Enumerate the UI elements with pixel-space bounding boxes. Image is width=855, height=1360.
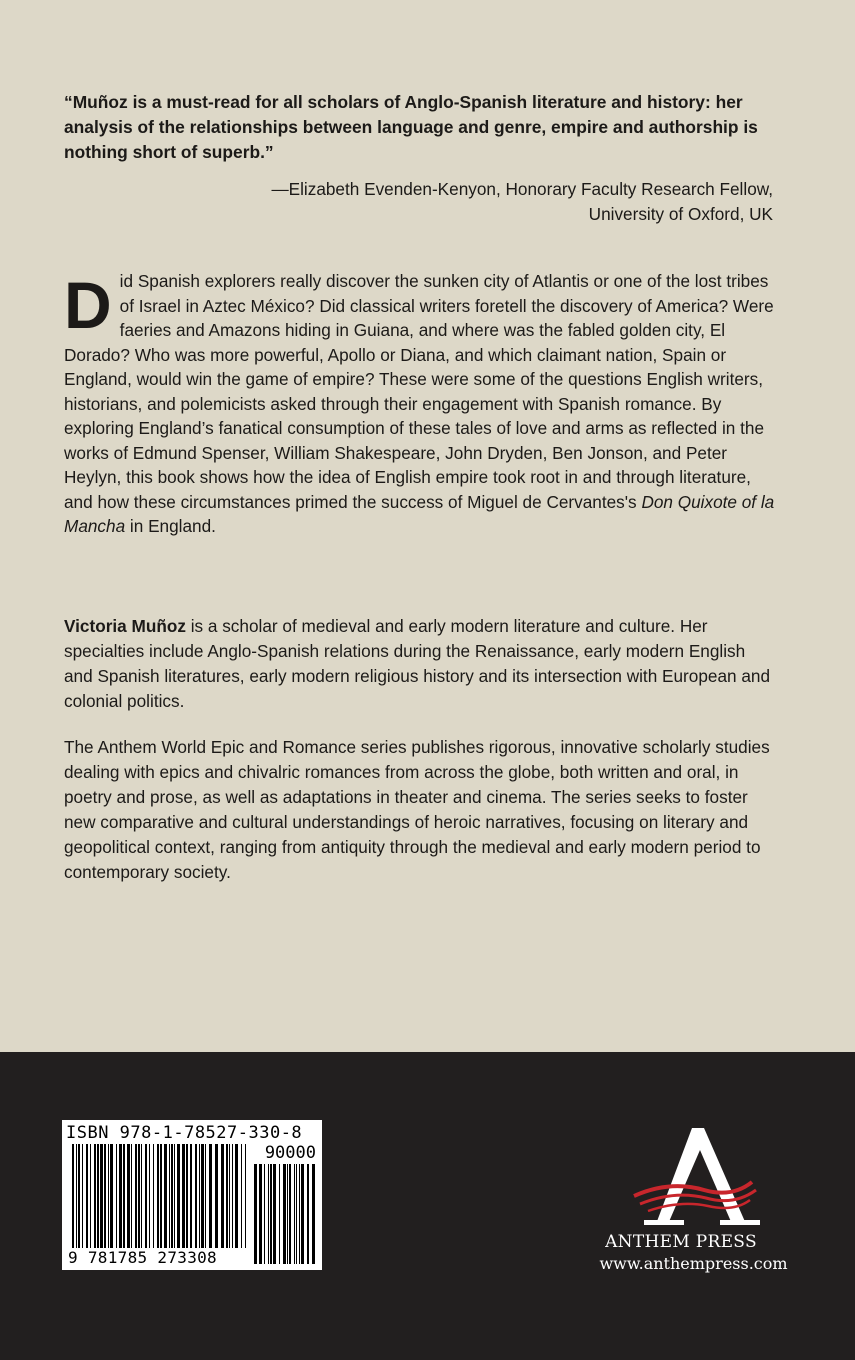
ean-digits: 9 781785 273308 bbox=[68, 1248, 217, 1267]
author-bio bbox=[64, 614, 776, 714]
attribution-line-2: University of Oxford, UK bbox=[588, 204, 773, 224]
description-body: id Spanish explorers really discover the sunken city of Atlantis or one of the lost tribes of Israel in Aztec México? Did classical writers foretell the discovery of America? Were faeries and Amazons hiding in Guiana, and where was the fabled golden city, El Dorado? Who was more powerful, Apollo or Diana, and which claimant nation, Spain or England, would win the game of empire? These were some of the questions English writers, historians, and polemicists asked through their engagement with Spanish romance. By exploring England’s fanatical consumption of these tales of love and arms as reflected in the works of Edmund Spenser, William Shakespeare, John Dryden, Ben Jonson, and Peter Heylyn, this book shows how the idea of English empire took root in and through literature, and how these circumstances primed the success of Miguel de Cervantes's bbox=[64, 271, 774, 512]
attribution-line-1: —Elizabeth Evenden-Kenyon, Honorary Faculty Research Fellow, bbox=[271, 179, 773, 199]
quote-attribution bbox=[133, 177, 773, 227]
book-title-italic: Don Quixote of la Mancha bbox=[64, 491, 775, 536]
price-code: 90000 bbox=[264, 1143, 316, 1163]
drop-cap: D bbox=[64, 268, 112, 342]
series-blurb: The Anthem World Epic and Romance series publishes rigorous, innovative scholarly studies dealing with epics and chivalric romances from across the globe, both written and oral, in poetry and prose, as well as adaptations in theater and cinema. The series seeks to foster new comparative and cultural understandings of heroic narratives, focusing on literary and geopolitical context, ranging from antiquity through the medieval and early modern period to contemporary society. bbox=[64, 737, 770, 882]
isbn-barcode bbox=[62, 1120, 322, 1270]
author-name: Victoria Muñoz bbox=[64, 616, 186, 636]
description-ending: in England. bbox=[125, 516, 216, 536]
isbn-label: ISBN 978-1-78527-330-8 bbox=[66, 1123, 303, 1143]
author-bio-text: is a scholar of medieval and early modern literature and culture. Her specialties include Anglo-Spanish relations during the Renaissance, early modern English and Spanish literatures, early modern religious history and its intersection with European and colonial politics. bbox=[64, 616, 771, 711]
publisher-name: ANTHEM PRESS bbox=[605, 1232, 757, 1252]
publisher-url: www.anthempress.com bbox=[599, 1254, 788, 1273]
review-quote: “Muñoz is a must-read for all scholars of Anglo-Spanish literature and history: her analysis of the relationships between language and genre, empire and authorship is nothing short of superb.” bbox=[64, 92, 758, 162]
book-description bbox=[64, 269, 776, 539]
